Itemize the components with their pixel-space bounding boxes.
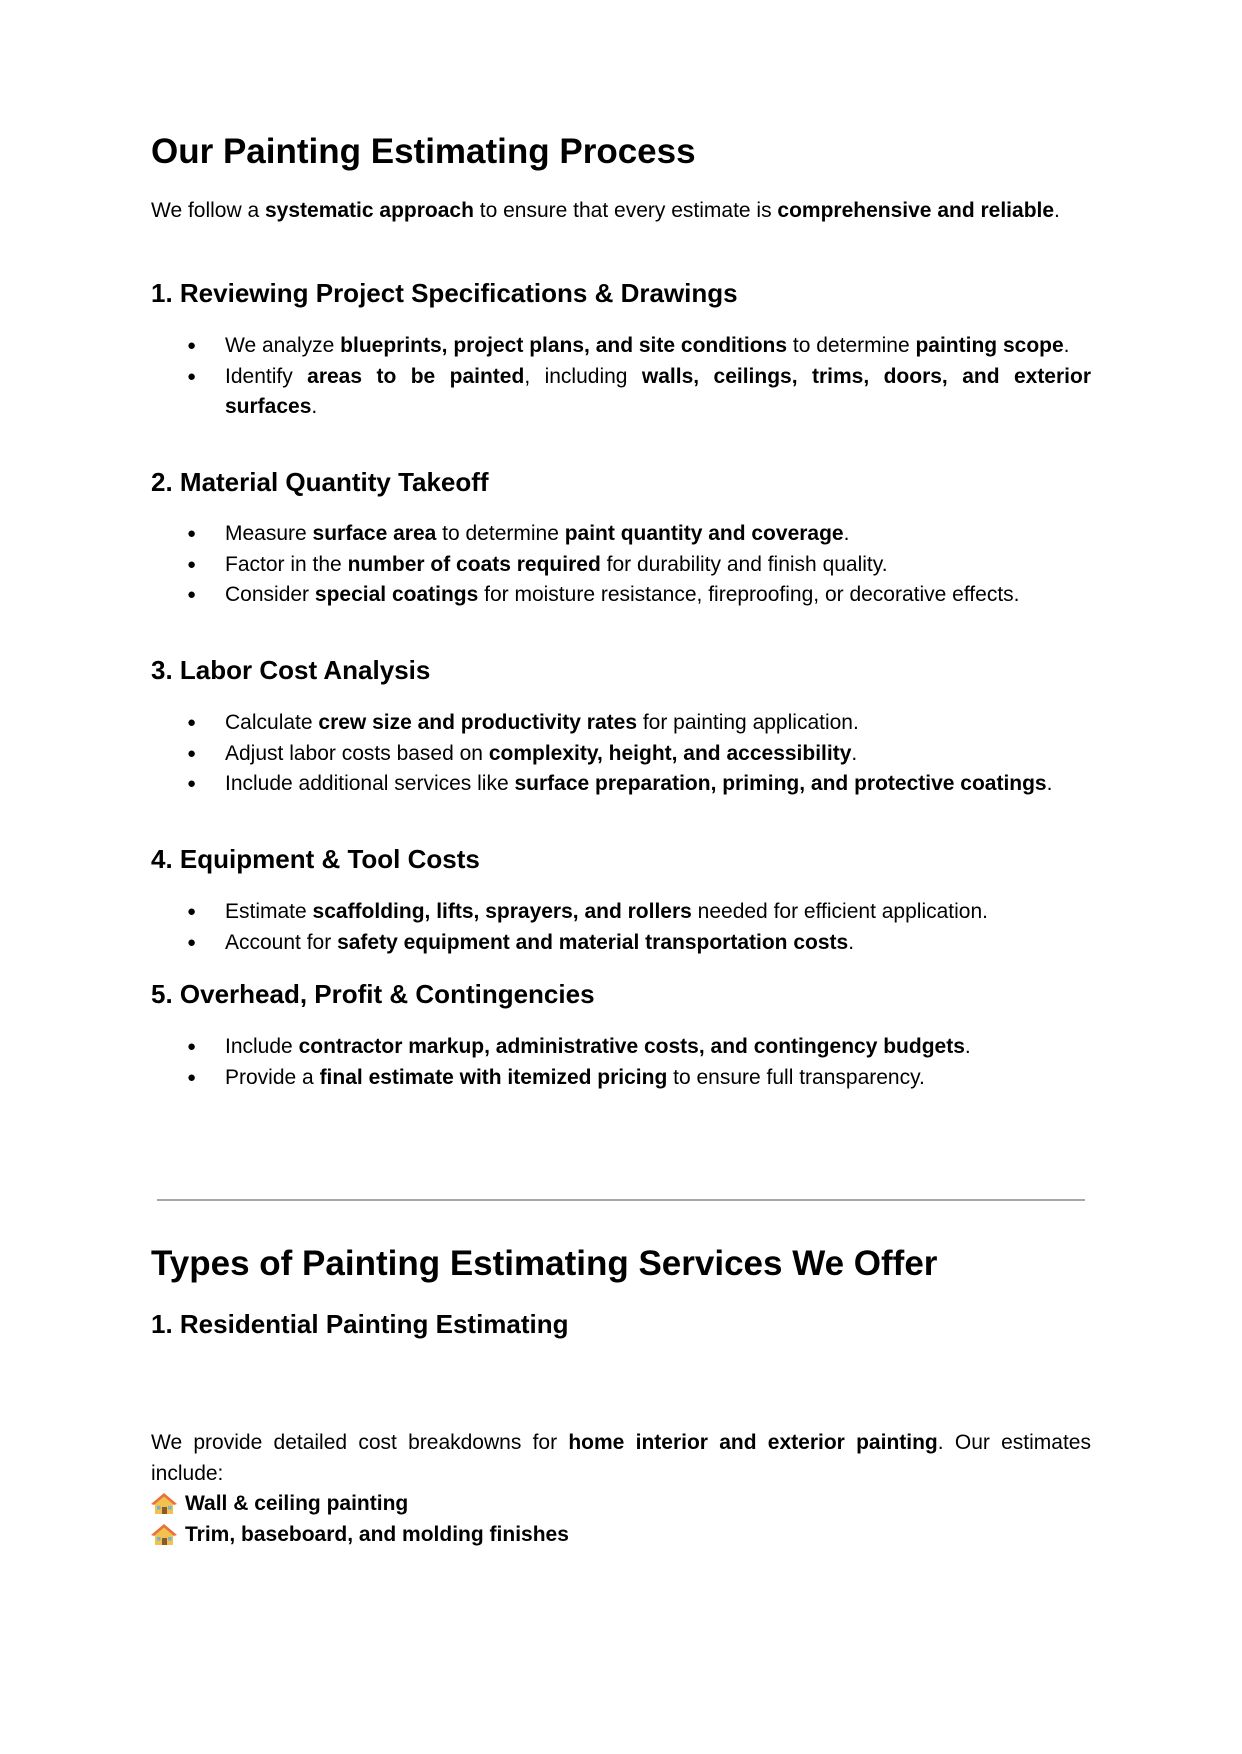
- bullet-item: [151, 550, 1091, 581]
- text-run: for moisture resistance, fireproofing, or decorative effects.: [478, 583, 1020, 606]
- text-run: .: [1046, 772, 1053, 795]
- bullet-dot-icon: ●: [187, 933, 197, 951]
- bold-text: systematic approach: [265, 199, 474, 222]
- step-heading: 1. Reviewing Project Specifications & Drawings: [151, 278, 738, 308]
- process-title: Our Painting Estimating Process: [151, 132, 696, 171]
- feature-item: [151, 1489, 1091, 1520]
- text-run: Account for: [225, 930, 338, 954]
- bold-text: surface area: [312, 522, 437, 545]
- bullet-item: [151, 897, 1091, 928]
- feature-label: Trim, baseboard, and molding finishes: [185, 1522, 569, 1546]
- text-run: for painting application.: [637, 711, 859, 734]
- bullet-item: [151, 769, 1091, 800]
- text-run: to determine: [436, 522, 565, 545]
- text-run: .: [843, 522, 850, 545]
- bold-text: home interior and exterior painting: [568, 1431, 938, 1454]
- text-run: Consider: [225, 583, 315, 606]
- bold-text: surface preparation, priming, and protective coatings: [514, 772, 1047, 795]
- text-run: Adjust labor costs based on: [225, 741, 489, 765]
- bullet-item: [151, 580, 1091, 611]
- bold-text: complexity, height, and accessibility: [488, 741, 852, 765]
- text-run: Include additional services like: [225, 772, 515, 795]
- text-run: Calculate: [225, 711, 319, 734]
- step-bullets: [151, 331, 1091, 423]
- step-bullets: [151, 519, 1091, 611]
- text-run: for durability and finish quality.: [600, 552, 888, 576]
- text-run: Estimate: [225, 900, 313, 923]
- text-run: . Our estimates include:: [151, 1431, 1091, 1485]
- bold-text: contractor markup, administrative costs, and contingency budgets: [298, 1035, 965, 1058]
- bullet-item: [151, 1032, 1091, 1063]
- bullet-dot-icon: ●: [187, 1038, 197, 1055]
- step-heading: 5. Overhead, Profit & Contingencies: [151, 979, 595, 1009]
- bold-text: blueprints, project plans, and site conditions: [340, 334, 788, 357]
- bullet-item: [151, 708, 1091, 739]
- feature-label: Wall & ceiling painting: [185, 1492, 409, 1515]
- text-run: to ensure that every estimate is: [473, 199, 778, 222]
- text-run: Provide a: [225, 1065, 320, 1089]
- bold-text: areas to be painted: [307, 364, 525, 388]
- bold-text: painting scope: [915, 334, 1064, 357]
- bullet-item: [151, 519, 1091, 550]
- bullet-item: [151, 362, 1091, 423]
- bullet-dot-icon: ●: [187, 714, 197, 731]
- text-run: , including: [524, 364, 642, 388]
- house-icon: [151, 1492, 177, 1516]
- step-bullets: [151, 897, 1091, 958]
- bullet-dot-icon: ●: [187, 903, 197, 920]
- text-run: .: [1063, 334, 1070, 357]
- bullet-item: [151, 928, 1091, 959]
- step-bullets: [151, 1032, 1091, 1093]
- bold-text: number of coats required: [347, 552, 601, 576]
- text-run: .: [311, 395, 318, 418]
- text-run: Factor in the: [225, 552, 348, 576]
- step-heading: 2. Material Quantity Takeoff: [151, 467, 489, 497]
- text-run: needed for efficient application.: [691, 900, 988, 923]
- bullet-dot-icon: ●: [187, 1068, 197, 1086]
- bold-text: scaffolding, lifts, sprayers, and rollers: [312, 900, 692, 923]
- text-run: Identify: [225, 364, 308, 388]
- text-run: to determine: [787, 334, 916, 357]
- text-run: to ensure full transparency.: [667, 1065, 925, 1089]
- step-heading: 4. Equipment & Tool Costs: [151, 844, 480, 874]
- bullet-dot-icon: ●: [187, 525, 197, 542]
- bullet-item: [151, 739, 1091, 770]
- bold-text: special coatings: [314, 583, 479, 606]
- bullet-dot-icon: ●: [187, 555, 197, 573]
- bold-text: safety equipment and material transportation costs: [337, 930, 849, 954]
- bullet-dot-icon: ●: [187, 337, 197, 354]
- text-run: .: [964, 1035, 971, 1058]
- bold-text: comprehensive and reliable: [777, 199, 1055, 222]
- bullet-item: [151, 1063, 1091, 1094]
- bullet-dot-icon: ●: [187, 775, 197, 792]
- text-run: We follow a: [151, 199, 265, 222]
- text-run: .: [851, 741, 858, 765]
- step-heading: 3. Labor Cost Analysis: [151, 655, 431, 685]
- text-run: .: [848, 930, 855, 954]
- text-run: Include: [225, 1035, 299, 1058]
- bullet-dot-icon: ●: [187, 586, 197, 603]
- residential-features: [151, 1489, 1091, 1550]
- step-bullets: [151, 708, 1091, 800]
- text-run: .: [1054, 199, 1060, 222]
- section-divider: [157, 1199, 1085, 1201]
- feature-item: [151, 1520, 1091, 1551]
- bold-text: paint quantity and coverage: [564, 522, 844, 545]
- bold-text: walls, ceilings, trims, doors, and exterior surfaces: [225, 364, 1091, 418]
- text-run: Measure: [225, 522, 313, 545]
- text-run: We analyze: [225, 334, 341, 357]
- bold-text: crew size and productivity rates: [318, 711, 637, 734]
- text-run: We provide detailed cost breakdowns for: [151, 1431, 569, 1454]
- bullet-dot-icon: ●: [187, 367, 197, 385]
- residential-intro: [151, 1428, 1091, 1489]
- bold-text: final estimate with itemized pricing: [319, 1065, 668, 1089]
- residential-heading: 1. Residential Painting Estimating: [151, 1309, 569, 1339]
- services-title: Types of Painting Estimating Services We Offer: [151, 1244, 938, 1283]
- process-intro: [151, 196, 1091, 227]
- bullet-item: [151, 331, 1091, 362]
- house-icon: [151, 1523, 177, 1547]
- bullet-dot-icon: ●: [187, 744, 197, 762]
